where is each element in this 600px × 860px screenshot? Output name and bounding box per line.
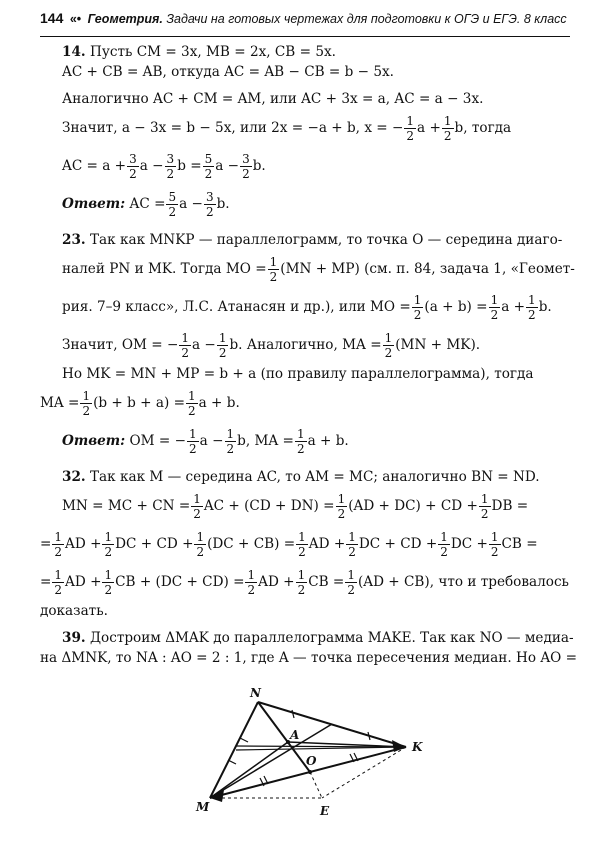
geometry-figure bbox=[180, 680, 440, 850]
p23-line1: 23. Так как MNKP — параллелограмм, то точка O — середина диаго- bbox=[62, 232, 563, 248]
p23-line2: налей PN и MK. Тогда MO = $\frac{1}{2}$ (MN + MP) (см. п. 84, задача 1, «Геомет- bbox=[62, 255, 575, 284]
p32-line3: = $\frac{1}{2}$ AD + $\frac{1}{2}$ DC + CD + $\frac{1}{2}$ (DC + CB) = $\frac{1}{2}$ AD + $\frac{1}{2}$ DC + CD + $\frac{1}{2}$ DC + $\frac{1}{2}$ CB = bbox=[40, 530, 538, 559]
book-subtitle: Задачи на готовых чертежах для подготовки к ОГЭ и ЕГЭ. 8 класс bbox=[166, 12, 567, 26]
p23-line4: Значит, OM = − $\frac{1}{2}$ a − $\frac{1}{2}$ b. Аналогично, MA = $\frac{1}{2}$ (MN + MK). bbox=[62, 331, 481, 360]
segment-ke bbox=[322, 747, 406, 798]
fraction: $\frac{1}{2}$ bbox=[440, 530, 448, 559]
label-e: E bbox=[320, 804, 330, 818]
fraction: $\frac{1}{2}$ bbox=[406, 114, 415, 143]
fraction: $\frac{1}{2}$ bbox=[82, 389, 91, 418]
p32-line5: доказать. bbox=[40, 603, 108, 619]
p14-number: 14. bbox=[62, 44, 86, 60]
p23-line5: Но MK = MN + MP = b + a (по правилу параллелограмма), тогда bbox=[62, 366, 534, 382]
fraction: $\frac{3}{2}$ bbox=[129, 152, 137, 181]
fraction: $\frac{1}{2}$ bbox=[104, 568, 113, 597]
point-o bbox=[308, 770, 312, 774]
fraction: $\frac{1}{2}$ bbox=[226, 427, 235, 456]
fraction: $\frac{1}{2}$ bbox=[296, 427, 305, 456]
fraction: $\frac{1}{2}$ bbox=[196, 530, 205, 559]
tick-mark bbox=[240, 738, 248, 742]
p23-answer: Ответ: OM = − $\frac{1}{2}$ a − $\frac{1}{2}$ b, MA = $\frac{1}{2}$ a + b. bbox=[62, 427, 349, 456]
fraction: $\frac{1}{2}$ bbox=[104, 530, 113, 559]
fraction: $\frac{1}{2}$ bbox=[54, 568, 63, 597]
segment-no bbox=[258, 702, 310, 772]
page-number: 144 bbox=[40, 10, 64, 26]
fraction: $\frac{5}{2}$ bbox=[204, 152, 213, 181]
fraction: $\frac{1}{2}$ bbox=[480, 492, 489, 521]
p39-line2: на ΔMNK, то NA : AO = 2 : 1, где A — точка пересечения медиан. Но AO = bbox=[40, 650, 577, 666]
p14-line3: Аналогично AC + CM = AM, или AC + 3x = a, AC = a − 3x. bbox=[62, 91, 484, 107]
arrowhead bbox=[392, 740, 406, 752]
p23-line3: рия. 7–9 класс», Л.С. Атанасян и др.), или MO = $\frac{1}{2}$ (a + b) = $\frac{1}{2}$ a + $\frac{1}{2}$ b. bbox=[62, 293, 552, 322]
p39-number: 39. bbox=[62, 630, 86, 646]
fraction: $\frac{1}{2}$ bbox=[298, 530, 306, 559]
fraction: $\frac{3}{2}$ bbox=[205, 190, 214, 219]
label-a: A bbox=[290, 728, 300, 742]
fraction: $\frac{1}{2}$ bbox=[247, 568, 256, 597]
fraction: $\frac{1}{2}$ bbox=[218, 331, 227, 360]
fraction: $\frac{1}{2}$ bbox=[490, 293, 499, 322]
fraction: $\frac{1}{2}$ bbox=[181, 331, 189, 360]
fraction: $\frac{1}{2}$ bbox=[269, 255, 278, 284]
fraction: $\frac{3}{2}$ bbox=[166, 152, 175, 181]
p14-line1: 14. Пусть CM = 3x, MB = 2x, CB = 5x. bbox=[62, 44, 336, 60]
label-o: O bbox=[306, 754, 317, 768]
fraction: $\frac{1}{2}$ bbox=[337, 492, 346, 521]
p14-line4: Значит, a − 3x = b − 5x, или 2x = −a + b, x = − $\frac{1}{2}$ a + $\frac{1}{2}$ b, тогда bbox=[62, 114, 512, 143]
fraction: $\frac{1}{2}$ bbox=[193, 492, 201, 521]
p14-line5: AC = a + $\frac{3}{2}$ a − $\frac{3}{2}$ b = $\frac{5}{2}$ a − $\frac{3}{2}$ b. bbox=[62, 152, 266, 181]
fraction: $\frac{1}{2}$ bbox=[490, 530, 499, 559]
fraction: $\frac{3}{2}$ bbox=[242, 152, 250, 181]
fraction: $\frac{1}{2}$ bbox=[413, 293, 422, 322]
fraction: $\frac{1}{2}$ bbox=[189, 427, 197, 456]
p14-line2: AC + CB = AB, откуда AC = AB − CB = b − 5x. bbox=[62, 64, 394, 80]
p32-line4: = $\frac{1}{2}$ AD + $\frac{1}{2}$ CB + (DC + CD) = $\frac{1}{2}$ AD + $\frac{1}{2}$ CB = $\frac{1}{2}$ (AD + CB), что и требовалось bbox=[40, 568, 569, 597]
p32-line2: MN = MC + CN = $\frac{1}{2}$ AC + (CD + DN) = $\frac{1}{2}$ (AD + DC) + CD + $\frac{1}{2}$ DB = bbox=[62, 492, 529, 521]
fraction: $\frac{1}{2}$ bbox=[347, 568, 355, 597]
book-title: Геометрия. bbox=[87, 12, 163, 26]
answer-label: Ответ: bbox=[62, 196, 126, 212]
tick-mark bbox=[228, 760, 236, 764]
p32-line1: 32. Так как M — середина AC, то AM = MC; аналогично BN = ND. bbox=[62, 469, 540, 485]
fraction: $\frac{1}{2}$ bbox=[187, 389, 196, 418]
fraction: $\frac{5}{2}$ bbox=[168, 190, 177, 219]
fraction: $\frac{1}{2}$ bbox=[443, 114, 452, 143]
p23-line6: MA = $\frac{1}{2}$ (b + b + a) = $\frac{1}{2}$ a + b. bbox=[40, 389, 240, 418]
fraction: $\frac{1}{2}$ bbox=[348, 530, 356, 559]
segment-k-mid bbox=[236, 747, 406, 750]
answer-label: Ответ: bbox=[62, 433, 126, 449]
fraction: $\frac{1}{2}$ bbox=[528, 293, 536, 322]
p39-line1: 39. Достроим ΔMAK до параллелограмма MAKE. Так как NO — медиа- bbox=[62, 630, 574, 646]
segment-oe bbox=[310, 772, 322, 798]
header-mark: «• bbox=[69, 12, 82, 26]
label-n: N bbox=[250, 686, 261, 700]
fraction: $\frac{1}{2}$ bbox=[297, 568, 306, 597]
p14-answer: Ответ: AC = $\frac{5}{2}$ a − $\frac{3}{2}$ b. bbox=[62, 190, 230, 219]
p32-number: 32. bbox=[62, 469, 86, 485]
p23-number: 23. bbox=[62, 232, 86, 248]
label-m: M bbox=[196, 800, 210, 814]
fraction: $\frac{1}{2}$ bbox=[54, 530, 63, 559]
page-header bbox=[40, 10, 570, 37]
tick-mark bbox=[292, 710, 294, 718]
fraction: $\frac{1}{2}$ bbox=[384, 331, 393, 360]
segment-ma bbox=[210, 742, 288, 798]
label-k: K bbox=[412, 740, 423, 754]
page-content bbox=[40, 42, 577, 668]
